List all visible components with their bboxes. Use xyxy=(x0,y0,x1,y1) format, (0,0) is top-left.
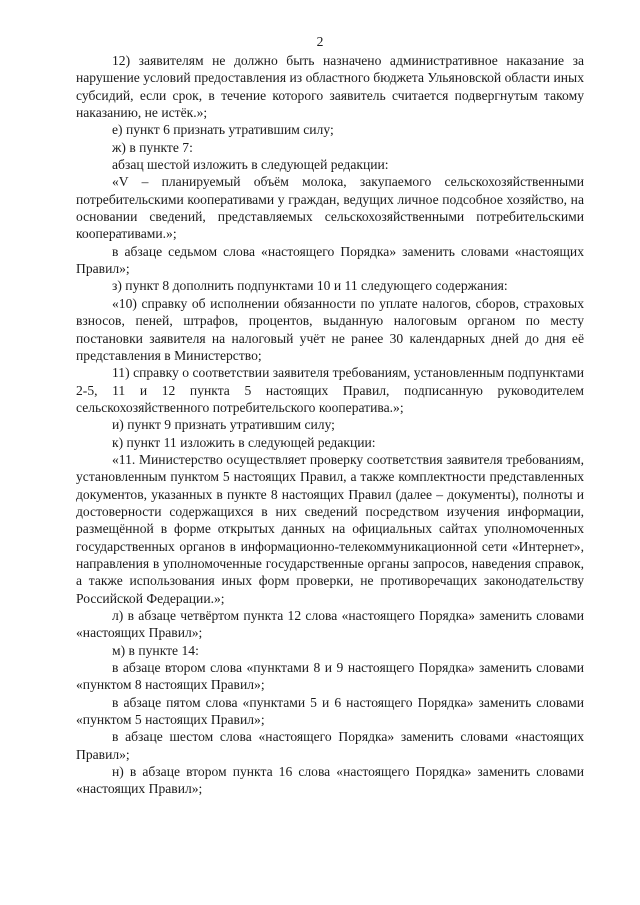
paragraph-16: в абзаце пятом слова «пунктами 5 и 6 настоящего Порядка» заменить словами «пунктом 5 настоящих Правил»; xyxy=(76,694,584,728)
document-body xyxy=(76,52,584,798)
paragraph-14: м) в пункте 14: xyxy=(112,642,199,658)
paragraph-9: 11) справку о соответствии заявителя требованиям, установленным подпунктами 2-5, 11 и 12 пункта 5 настоящих Правил, подписанную руководителем сельскохозяйственного потребительского кооператива.»; xyxy=(76,365,584,415)
paragraph-10: и) пункт 9 признать утратившим силу; xyxy=(112,417,335,433)
paragraph-3: ж) в пункте 7: xyxy=(112,139,193,155)
paragraph-15: в абзаце втором слова «пунктами 8 и 9 настоящего Порядка» заменить словами «пунктом 8 настоящих Правил»; xyxy=(76,660,584,693)
paragraph-13: л) в абзаце четвёртом пункта 12 слова «настоящего Порядка» заменить словами «настоящих Правил»; xyxy=(76,608,584,641)
paragraph-2: е) пункт 6 признать утратившим силу; xyxy=(112,122,334,138)
paragraph-4: абзац шестой изложить в следующей редакции: xyxy=(112,157,389,173)
paragraph-12: «11. Министерство осуществляет проверку соответствия заявителя требованиям, установленным пунктом 5 настоящих Правил, а также комплектности представленных документов, указанных в пункте 8 настоящих Правил (далее – документы), полноты и достоверности содержащихся в них сведений посредством изучения информации, размещённой в форме открытых данных на официальных сайтах уполномоченных государственных органов в информационно-телекоммуникационной сети «Интернет», направления в уполномоченные государственные органы запросов, наведения справок, а также использования иных форм проверки, не противоречащих законодательству Российской Федерации.»; xyxy=(76,451,584,606)
paragraph-6: в абзаце седьмом слова «настоящего Порядка» заменить словами «настоящих Правил»; xyxy=(76,243,584,277)
paragraph-1: 12) заявителям не должно быть назначено административное наказание за нарушение условий предоставления из областного бюджета Ульяновской области иных субсидий, если срок, в течение которого заявитель считается подвергнутым такому наказанию, не истёк.»; xyxy=(76,53,584,121)
paragraph-11: к) пункт 11 изложить в следующей редакции: xyxy=(112,434,376,450)
paragraph-5: «V – планируемый объём молока, закупаемого сельскохозяйственными потребительскими кооперативами у граждан, ведущих личное подсобное хозяйство, на основании сведений, представляемых сельскохозяйственными потребительскими кооперативами.»; xyxy=(76,174,584,242)
paragraph-8: «10) справку об исполнении обязанности по уплате налогов, сборов, страховых взносов, пеней, штрафов, процентов, выданную налоговым органом по месту постановки заявителя на налоговый учёт не ранее 30 календарных дней до дня её представления в Министерство; xyxy=(76,295,584,363)
paragraph-7: з) пункт 8 дополнить подпунктами 10 и 11 следующего содержания: xyxy=(112,278,508,294)
page-number: 2 xyxy=(316,34,324,49)
paragraph-17: в абзаце шестом слова «настоящего Порядка» заменить словами «настоящих Правил»; xyxy=(76,729,584,762)
paragraph-18: н) в абзаце втором пункта 16 слова «настоящего Порядка» заменить словами «настоящих Правил»; xyxy=(76,764,584,797)
